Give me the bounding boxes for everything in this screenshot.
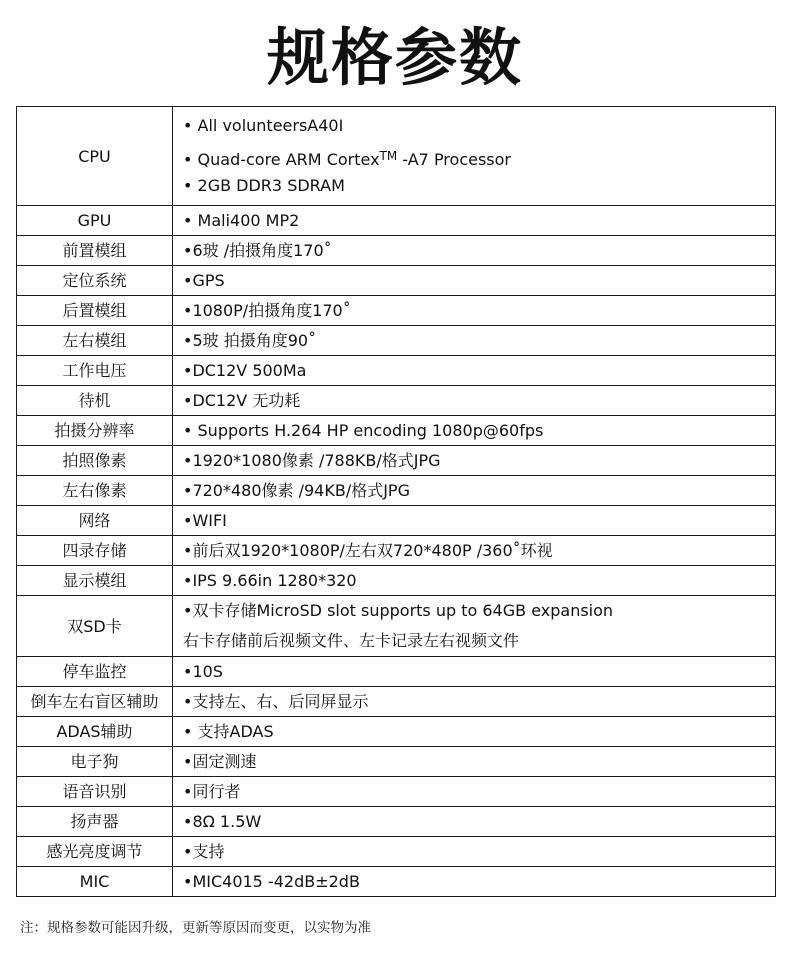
spec-value: • Supports H.264 HP encoding 1080p@60fps xyxy=(173,416,776,446)
page-title: 规格参数 xyxy=(266,21,523,94)
spec-label: 待机 xyxy=(17,386,173,416)
spec-value-line: •双卡存储MicroSD slot supports up to 64GB expansion xyxy=(183,601,614,620)
spec-label: GPU xyxy=(17,206,173,236)
spec-value: •1920*1080像素 /788KB/格式JPG xyxy=(173,446,776,476)
spec-table xyxy=(16,106,776,897)
table-row-dual-sd xyxy=(17,596,776,657)
spec-value: •DC12V 无功耗 xyxy=(173,386,776,416)
spec-value: •同行者 xyxy=(173,777,776,807)
table-row-blind-spot xyxy=(17,687,776,717)
spec-value xyxy=(173,107,776,206)
spec-label: 电子狗 xyxy=(17,747,173,777)
spec-label: 工作电压 xyxy=(17,356,173,386)
spec-label: 停车监控 xyxy=(17,657,173,687)
spec-label: 扬声器 xyxy=(17,807,173,837)
table-row-rear-module xyxy=(17,296,776,326)
table-row-voltage xyxy=(17,356,776,386)
spec-value: •支持左、右、后同屏显示 xyxy=(173,687,776,717)
spec-value-line: 右卡存储前后视频文件、左卡记录左右视频文件 xyxy=(183,631,520,650)
spec-value-text: -A7 Processor xyxy=(397,150,511,169)
footnote: 注：规格参数可能因升级，更新等原因而变更，以实物为准 xyxy=(20,920,371,936)
spec-label: ADAS辅助 xyxy=(17,717,173,747)
spec-label: 定位系统 xyxy=(17,266,173,296)
table-row-side-module xyxy=(17,326,776,356)
table-row-front-module xyxy=(17,236,776,266)
table-row-voice xyxy=(17,777,776,807)
spec-value: •DC12V 500Ma xyxy=(173,356,776,386)
spec-label: CPU xyxy=(17,107,173,206)
table-row-photo-pixels xyxy=(17,446,776,476)
spec-value: •WIFI xyxy=(173,506,776,536)
spec-value-text: • Quad-core ARM Cortex xyxy=(183,150,380,169)
trademark-superscript: TM xyxy=(379,149,398,163)
table-row-adas xyxy=(17,717,776,747)
table-row-light-sensing xyxy=(17,837,776,867)
spec-value-line: • 2GB DDR3 SDRAM xyxy=(183,176,345,195)
spec-value: •前后双1920*1080P/左右双720*480P /360˚环视 xyxy=(173,536,776,566)
table-row-positioning xyxy=(17,266,776,296)
table-row-gpu xyxy=(17,206,776,236)
spec-label: 倒车左右盲区辅助 xyxy=(17,687,173,717)
table-row-parking-monitor xyxy=(17,657,776,687)
spec-value-line xyxy=(183,141,775,171)
spec-label: 左右模组 xyxy=(17,326,173,356)
table-row-standby xyxy=(17,386,776,416)
spec-value-line: • All volunteersA40I xyxy=(183,116,344,135)
spec-value: •5玻 拍摄角度90˚ xyxy=(173,326,776,356)
table-row-mic xyxy=(17,867,776,897)
spec-label: 拍摄分辨率 xyxy=(17,416,173,446)
spec-value: •720*480像素 /94KB/格式JPG xyxy=(173,476,776,506)
spec-label: 语音识别 xyxy=(17,777,173,807)
table-row-cpu xyxy=(17,107,776,206)
table-row-e-dog xyxy=(17,747,776,777)
spec-value: •10S xyxy=(173,657,776,687)
spec-value: •6玻 /拍摄角度170˚ xyxy=(173,236,776,266)
spec-label: 后置模组 xyxy=(17,296,173,326)
spec-value: • Mali400 MP2 xyxy=(173,206,776,236)
spec-label: 拍照像素 xyxy=(17,446,173,476)
spec-value: •8Ω 1.5W xyxy=(173,807,776,837)
table-row-record-resolution xyxy=(17,416,776,446)
spec-label: 前置模组 xyxy=(17,236,173,266)
table-row-side-pixels xyxy=(17,476,776,506)
spec-label: 双SD卡 xyxy=(17,596,173,657)
table-row-speaker xyxy=(17,807,776,837)
spec-label: 感光亮度调节 xyxy=(17,837,173,867)
spec-value: • 支持ADAS xyxy=(173,717,776,747)
spec-value xyxy=(173,596,776,657)
table-row-quad-storage xyxy=(17,536,776,566)
spec-value: •固定测速 xyxy=(173,747,776,777)
spec-value: •MIC4015 -42dB±2dB xyxy=(173,867,776,897)
spec-label: MIC xyxy=(17,867,173,897)
spec-value: •IPS 9.66in 1280*320 xyxy=(173,566,776,596)
spec-value: •支持 xyxy=(173,837,776,867)
table-row-display-module xyxy=(17,566,776,596)
spec-label: 四录存储 xyxy=(17,536,173,566)
table-row-network xyxy=(17,506,776,536)
spec-label: 左右像素 xyxy=(17,476,173,506)
spec-label: 显示模组 xyxy=(17,566,173,596)
spec-label: 网络 xyxy=(17,506,173,536)
spec-value: •1080P/拍摄角度170˚ xyxy=(173,296,776,326)
spec-value: •GPS xyxy=(173,266,776,296)
